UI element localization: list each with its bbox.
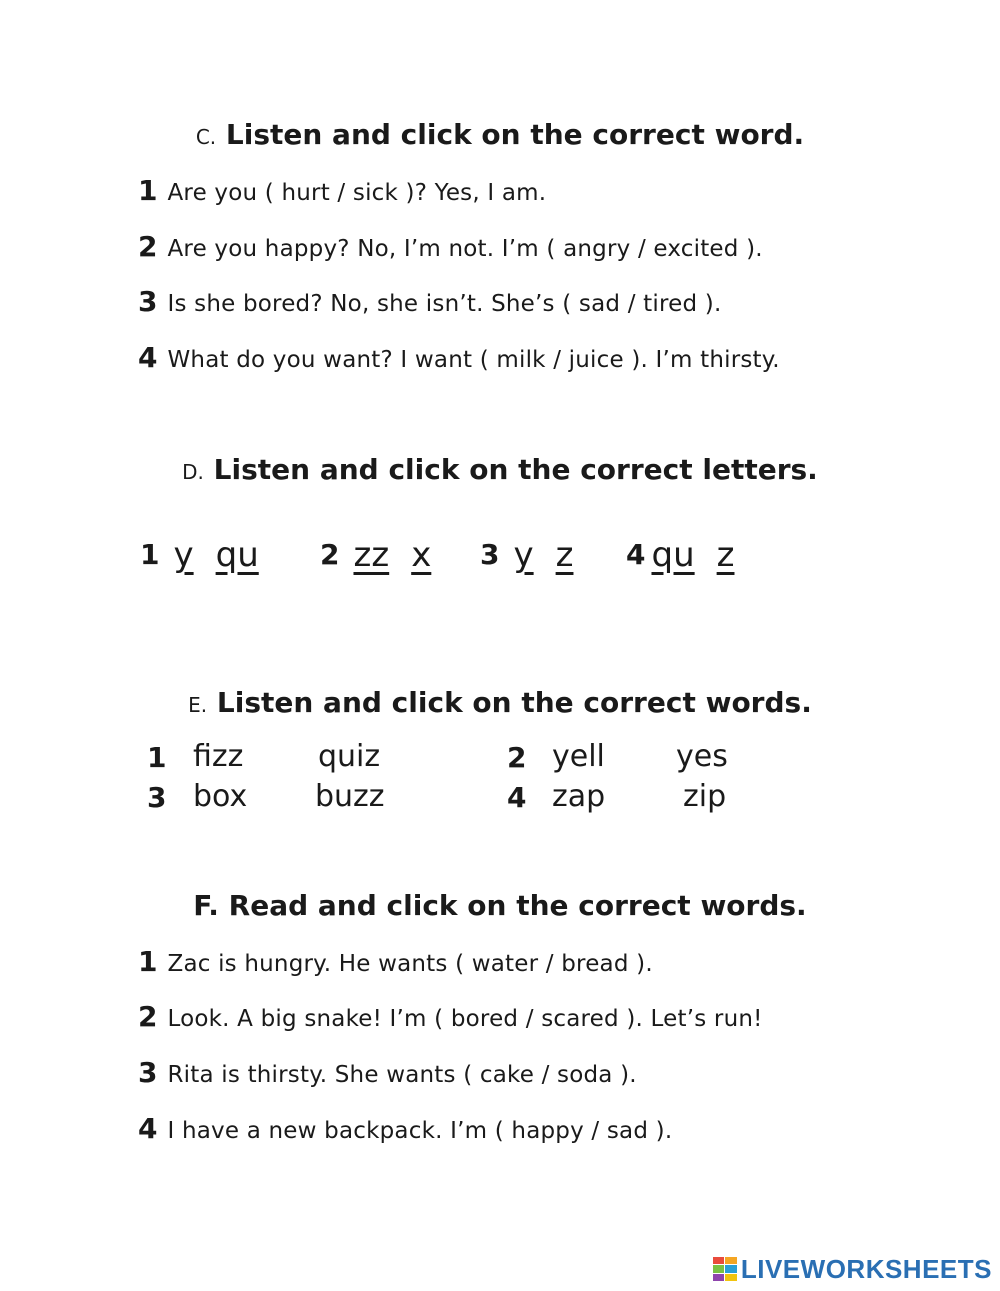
logo-icon bbox=[713, 1257, 737, 1281]
section-d-heading bbox=[0, 453, 1000, 486]
item-text[interactable]: Rita is thirsty. She wants ( cake / soda ). bbox=[167, 1062, 637, 1088]
item-text[interactable]: Are you happy? No, I’m not. I’m ( angry / excited ). bbox=[167, 236, 763, 262]
letter-option[interactable]: z bbox=[555, 535, 574, 575]
section-f-item[interactable] bbox=[138, 1112, 672, 1145]
section-c-letter: C. bbox=[195, 125, 217, 149]
word-option[interactable]: zap bbox=[552, 779, 606, 814]
section-c-item[interactable] bbox=[138, 285, 721, 318]
section-f-item[interactable] bbox=[138, 945, 653, 978]
item-number: 3 bbox=[480, 538, 500, 571]
word-option[interactable]: quiz bbox=[318, 739, 381, 774]
item-number: 2 bbox=[320, 538, 340, 571]
item-number: 1 bbox=[147, 741, 167, 774]
item-number: 4 bbox=[138, 1112, 158, 1145]
section-f-title: F. Read and click on the correct words. bbox=[193, 889, 807, 922]
section-c-title: Listen and click on the correct word. bbox=[225, 118, 805, 151]
brand-name: LIVEWORKSHEETS bbox=[740, 1253, 992, 1284]
word-option[interactable]: zip bbox=[683, 779, 727, 814]
section-c-item[interactable] bbox=[138, 174, 546, 207]
item-number: 3 bbox=[138, 1056, 158, 1089]
section-c-heading bbox=[0, 118, 1000, 151]
item-number: 1 bbox=[138, 174, 158, 207]
section-f-item[interactable] bbox=[138, 1056, 637, 1089]
item-text[interactable]: What do you want? I want ( milk / juice ). I’m thirsty. bbox=[167, 347, 780, 373]
item-number: 1 bbox=[140, 538, 160, 571]
item-text[interactable]: Look. A big snake! I’m ( bored / scared ). Let’s run! bbox=[167, 1006, 763, 1032]
section-f-heading bbox=[0, 889, 1000, 922]
letter-choice-group bbox=[320, 535, 453, 575]
letter-option[interactable]: z bbox=[716, 535, 735, 575]
letter-option[interactable]: zz bbox=[353, 535, 390, 575]
word-option[interactable]: buzz bbox=[315, 779, 385, 814]
section-f-item[interactable] bbox=[138, 1000, 763, 1033]
letter-option[interactable]: y bbox=[173, 535, 194, 575]
item-number: 4 bbox=[626, 538, 646, 571]
section-e-letter: E. bbox=[188, 693, 208, 717]
item-number: 2 bbox=[138, 1000, 158, 1033]
item-text[interactable]: Is she bored? No, she isn’t. She’s ( sad / tired ). bbox=[167, 291, 722, 317]
letter-option[interactable]: x bbox=[411, 535, 432, 575]
item-number: 1 bbox=[138, 945, 158, 978]
item-number: 4 bbox=[138, 341, 158, 374]
section-e-heading bbox=[0, 686, 1000, 719]
item-text[interactable]: I have a new backpack. I’m ( happy / sad ). bbox=[167, 1118, 673, 1144]
item-text[interactable]: Zac is hungry. He wants ( water / bread ). bbox=[167, 951, 653, 977]
letter-option[interactable]: y bbox=[513, 535, 534, 575]
item-number: 3 bbox=[138, 285, 158, 318]
letter-choice-group bbox=[626, 535, 756, 575]
letter-choice-group bbox=[140, 535, 281, 575]
section-d-letter: D. bbox=[182, 460, 204, 484]
section-d-title: Listen and click on the correct letters. bbox=[213, 453, 818, 486]
word-option[interactable]: yell bbox=[552, 739, 605, 774]
word-option[interactable]: fizz bbox=[193, 739, 244, 774]
item-number: 2 bbox=[507, 741, 527, 774]
item-number: 2 bbox=[138, 230, 158, 263]
letter-option[interactable]: qu bbox=[215, 535, 259, 575]
section-c-item[interactable] bbox=[138, 341, 780, 374]
word-option[interactable]: box bbox=[193, 779, 248, 814]
word-option[interactable]: yes bbox=[676, 739, 728, 774]
section-e-title: Listen and click on the correct words. bbox=[216, 686, 812, 719]
letter-option[interactable]: qu bbox=[651, 535, 695, 575]
item-number: 3 bbox=[147, 781, 167, 814]
section-c-item[interactable] bbox=[138, 230, 763, 263]
letter-choice-group bbox=[480, 535, 595, 575]
item-text[interactable]: Are you ( hurt / sick )? Yes, I am. bbox=[167, 180, 547, 206]
liveworksheets-logo bbox=[713, 1254, 992, 1284]
item-number: 4 bbox=[507, 781, 527, 814]
